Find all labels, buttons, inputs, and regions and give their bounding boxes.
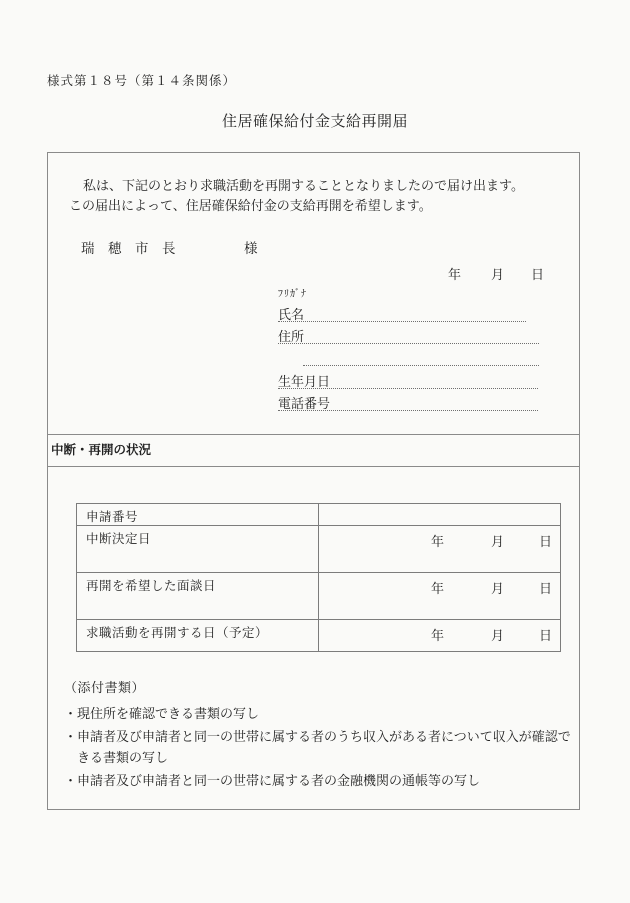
month-label: 月 — [491, 628, 505, 643]
address-field-line2[interactable] — [303, 348, 539, 366]
birthdate-field-line[interactable] — [278, 371, 538, 389]
name-field-line[interactable] — [278, 304, 526, 322]
addressee-honorific: 様 — [244, 241, 258, 256]
year-label: 年 — [431, 534, 445, 549]
application-number-value-cell[interactable] — [319, 504, 561, 526]
suspension-date-value-cell[interactable] — [319, 526, 561, 573]
table-row-application-number — [77, 504, 561, 526]
declaration-paragraph — [69, 176, 551, 215]
row-label: 申請番号 — [77, 504, 319, 526]
furigana-label: ﾌﾘｶﾞﾅ — [278, 289, 307, 300]
year-label: 年 — [431, 628, 445, 643]
bullet: ・ — [64, 729, 78, 744]
section-header-band — [48, 434, 579, 467]
month-label: 月 — [491, 581, 505, 596]
row-label: 求職活動を再開する日（予定） — [77, 620, 319, 652]
name-label: 氏名 — [278, 307, 305, 322]
attachments-heading: （添付書類） — [64, 680, 146, 695]
bullet: ・ — [64, 773, 78, 788]
attachment-item — [64, 726, 576, 768]
attachment-item — [64, 703, 576, 724]
declaration-line-2: この届出によって、住居確保給付金の支給再開を希望します。 — [69, 197, 432, 213]
date-year-label: 年 — [448, 267, 462, 282]
bullet: ・ — [64, 706, 78, 721]
address-label: 住所 — [278, 329, 305, 344]
table-row-interview-date — [77, 573, 561, 620]
row-label: 中断決定日 — [77, 526, 319, 573]
attachment-item — [64, 770, 576, 791]
form-number: 様式第１８号（第１４条関係） — [47, 74, 237, 88]
year-label: 年 — [431, 581, 445, 596]
month-label: 月 — [491, 534, 505, 549]
birthdate-label: 生年月日 — [278, 374, 331, 389]
interview-date-value-cell[interactable] — [319, 573, 561, 620]
table-row-resume-date — [77, 620, 561, 652]
document-title: 住居確保給付金支給再開届 — [221, 114, 408, 130]
phone-field-line[interactable] — [278, 393, 538, 411]
status-table — [76, 503, 561, 652]
attachments-section — [64, 677, 576, 793]
attachment-text: 申請者及び申請者と同一の世帯に属する者のうち収入がある者について収入が確認できる書類の写し — [77, 729, 571, 765]
resume-date-value-cell[interactable] — [319, 620, 561, 652]
declaration-line-1: 私は、下記のとおり求職活動を再開することとなりましたので届け出ます。 — [83, 178, 524, 193]
addressee-name: 瑞 穂 市 長 — [81, 241, 176, 256]
date-month-label: 月 — [491, 267, 505, 282]
day-label: 日 — [539, 534, 553, 549]
address-field-line[interactable] — [278, 326, 539, 344]
table-row-suspension-date — [77, 526, 561, 573]
row-label: 再開を希望した面談日 — [77, 573, 319, 620]
phone-label: 電話番号 — [278, 396, 331, 411]
date-day-label: 日 — [531, 267, 545, 282]
day-label: 日 — [539, 628, 553, 643]
attachment-text: 現住所を確認できる書類の写し — [77, 706, 260, 721]
form-body-box — [47, 152, 580, 810]
day-label: 日 — [539, 581, 553, 596]
attachment-text: 申請者及び申請者と同一の世帯に属する者の金融機関の通帳等の写し — [77, 773, 481, 788]
section-title: 中断・再開の状況 — [51, 443, 152, 457]
